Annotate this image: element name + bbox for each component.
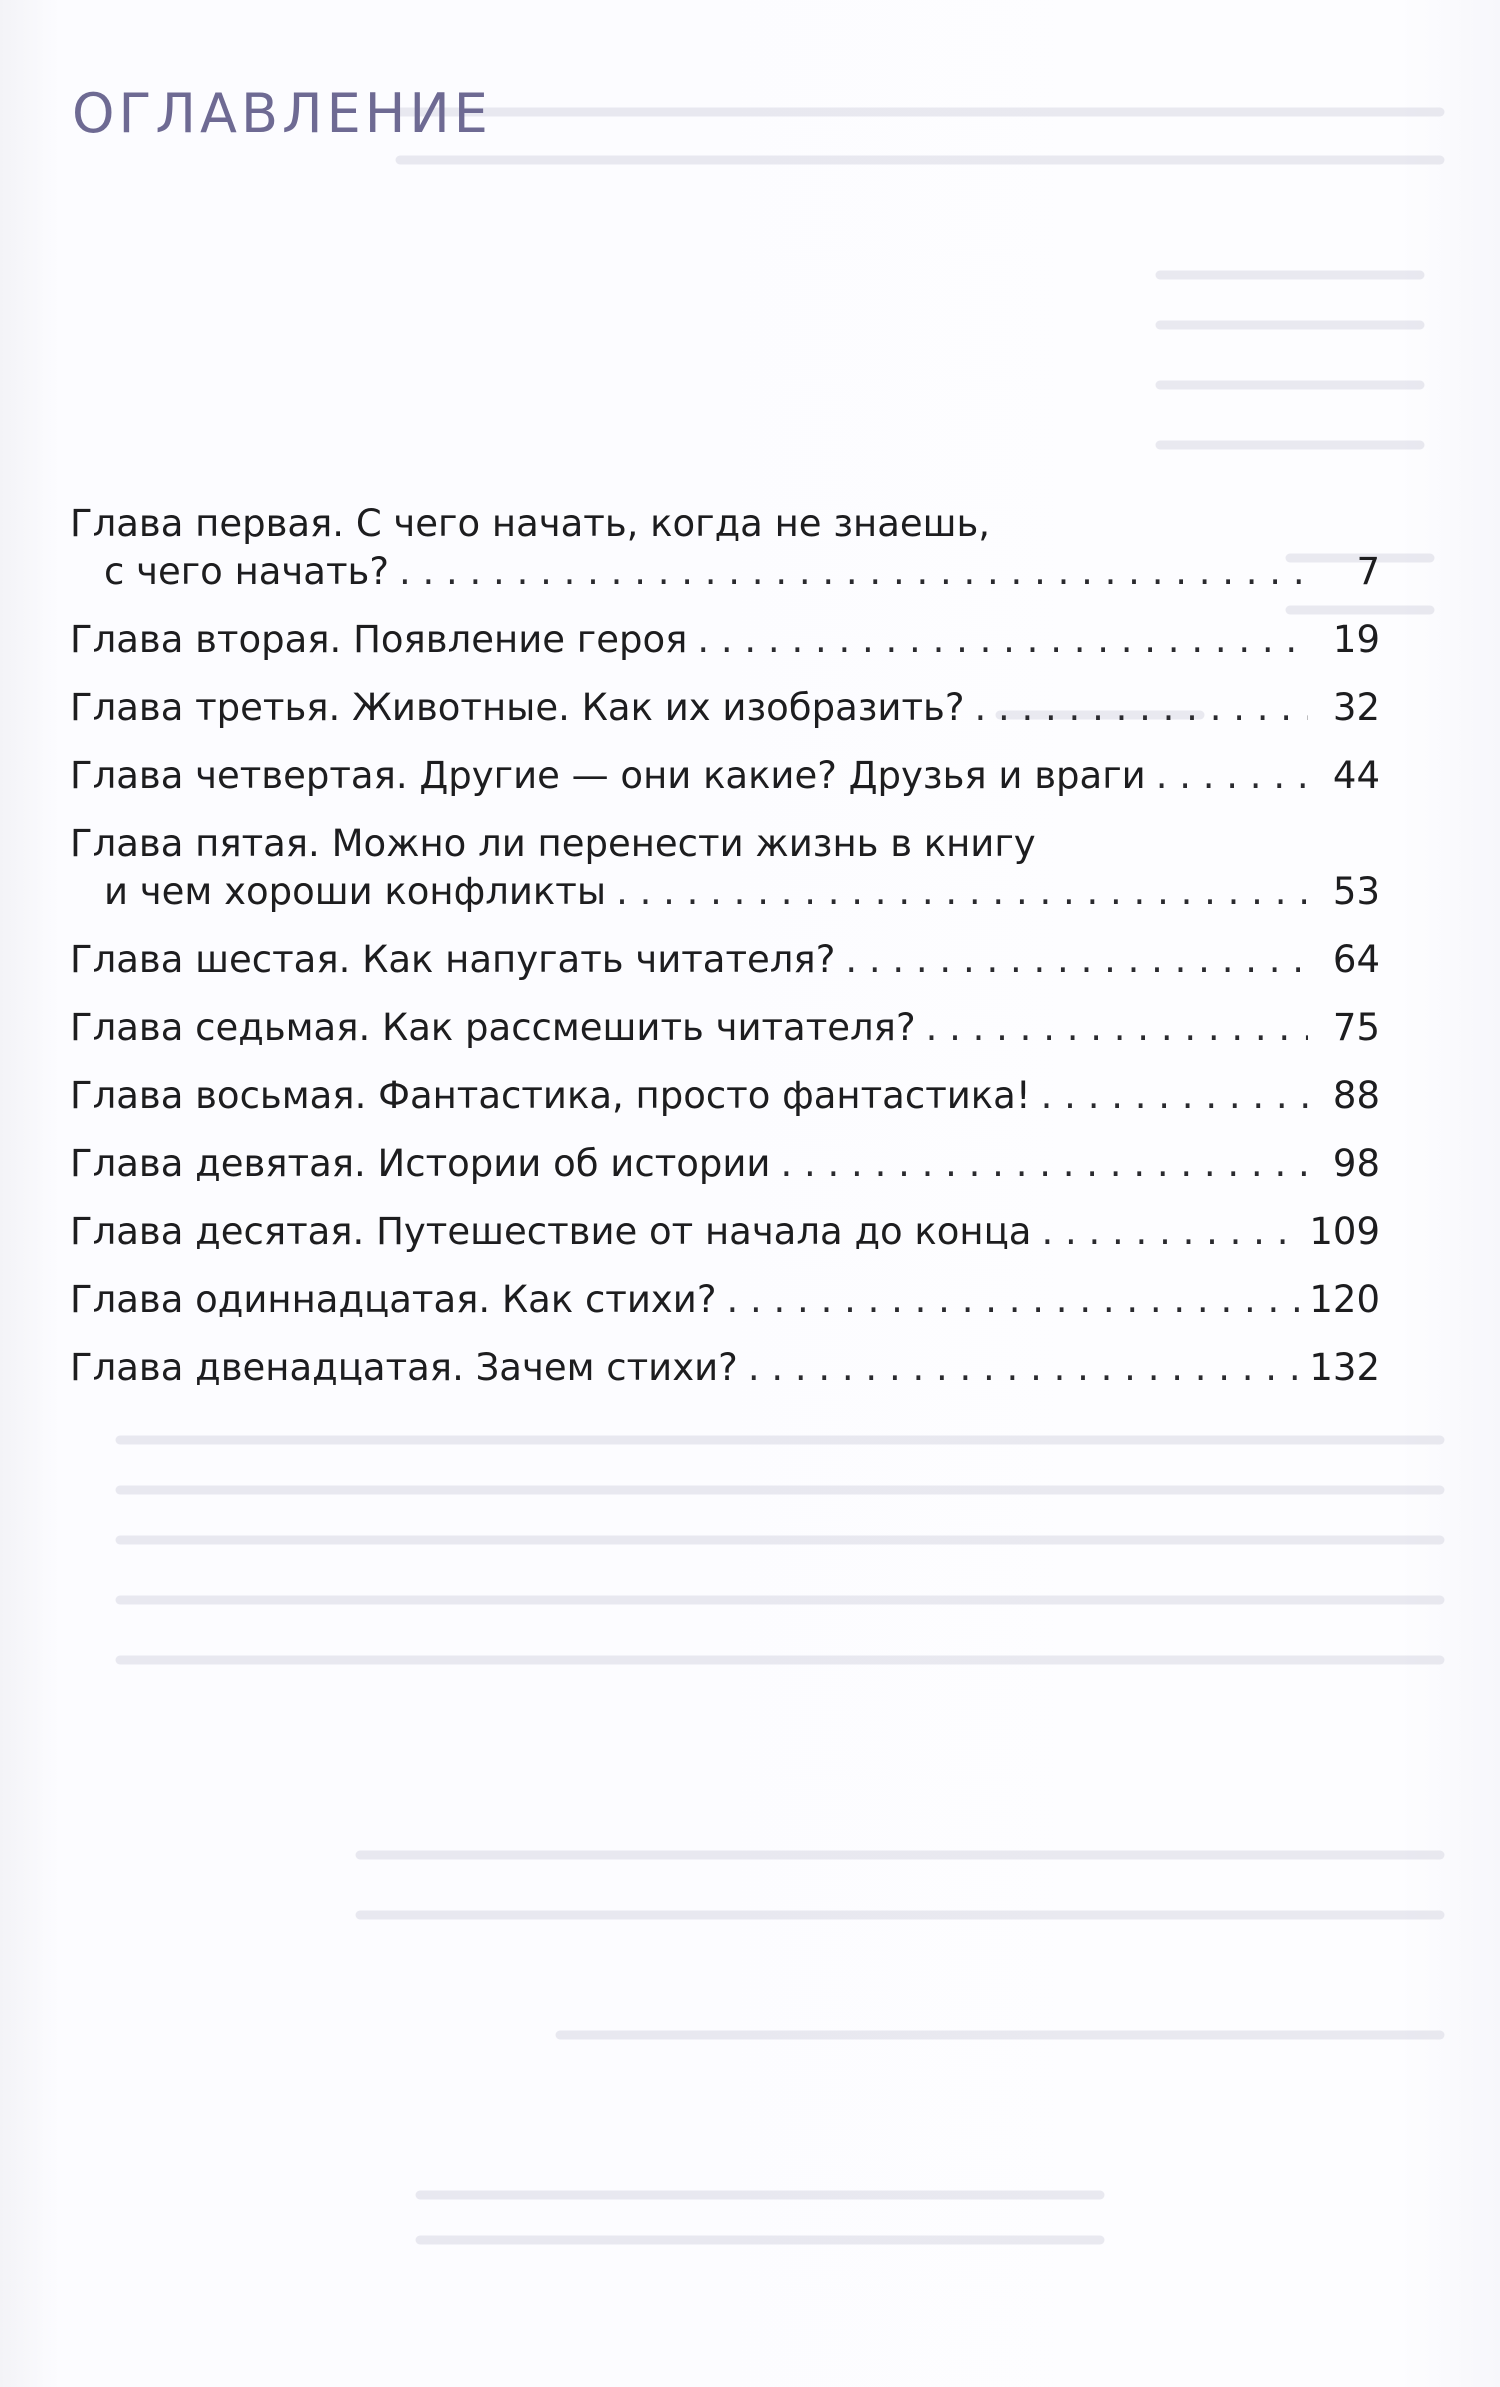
dot-leader (916, 1004, 1308, 1052)
toc-entry-title: Глава двенадцатая. Зачем стихи? (70, 1346, 738, 1389)
toc-entry-6[interactable] (70, 936, 1380, 984)
toc-entry-title-line: Глава первая. С чего начать, когда не знаешь, (70, 502, 991, 545)
toc-page-number: 109 (1309, 1210, 1380, 1253)
toc-entry-11[interactable] (70, 1276, 1380, 1324)
toc-entry-title: с чего начать? (104, 550, 389, 593)
toc-entry-title: и чем хороши конфликты (104, 870, 607, 913)
toc-entry-8[interactable] (70, 1072, 1380, 1120)
dot-leader (716, 1276, 1301, 1324)
toc-entry-title-line: Глава пятая. Можно ли перенести жизнь в книгу (70, 822, 1036, 865)
toc-entry-10[interactable] (70, 1208, 1380, 1256)
toc-entry-title: Глава вторая. Появление героя (70, 618, 688, 661)
toc-entry-1[interactable] (70, 500, 1380, 596)
toc-entry-title: Глава седьмая. Как рассмешить читателя? (70, 1006, 916, 1049)
toc-entry-9[interactable] (70, 1140, 1380, 1188)
toc-entry-2[interactable] (70, 616, 1380, 664)
toc-entry-5[interactable] (70, 820, 1380, 916)
toc-page-number: 19 (1332, 618, 1380, 661)
toc-entry-title: Глава четвертая. Другие — они какие? Друзья и враги (70, 754, 1146, 797)
toc-page-number: 132 (1309, 1346, 1380, 1389)
table-of-contents (70, 500, 1380, 1412)
toc-page-number: 32 (1332, 686, 1380, 729)
dot-leader (964, 684, 1308, 732)
toc-page-number: 64 (1332, 938, 1380, 981)
dot-leader (389, 548, 1308, 596)
dot-leader (738, 1344, 1302, 1392)
dot-leader (606, 868, 1308, 916)
page-title: ОГЛАВЛЕНИЕ (72, 82, 492, 145)
toc-entry-title: Глава восьмая. Фантастика, просто фантастика! (70, 1074, 1031, 1117)
toc-page-number: 44 (1332, 754, 1380, 797)
toc-entry-title: Глава третья. Животные. Как их изобразить? (70, 686, 965, 729)
toc-entry-3[interactable] (70, 684, 1380, 732)
dot-leader (687, 616, 1308, 664)
dot-leader (1031, 1208, 1301, 1256)
toc-page-number: 88 (1332, 1074, 1380, 1117)
toc-entry-12[interactable] (70, 1344, 1380, 1392)
dot-leader (835, 936, 1308, 984)
toc-entry-7[interactable] (70, 1004, 1380, 1052)
toc-page-number: 53 (1332, 870, 1380, 913)
toc-page-number: 98 (1332, 1142, 1380, 1185)
toc-entry-title: Глава одиннадцатая. Как стихи? (70, 1278, 717, 1321)
dot-leader (770, 1140, 1308, 1188)
dot-leader (1146, 752, 1308, 800)
dot-leader (1031, 1072, 1308, 1120)
toc-entry-title: Глава десятая. Путешествие от начала до конца (70, 1210, 1032, 1253)
toc-entry-4[interactable] (70, 752, 1380, 800)
toc-page-number: 120 (1309, 1278, 1380, 1321)
toc-page-number: 7 (1356, 550, 1380, 593)
toc-page-number: 75 (1332, 1006, 1380, 1049)
toc-entry-title: Глава шестая. Как напугать читателя? (70, 938, 836, 981)
toc-entry-title: Глава девятая. Истории об истории (70, 1142, 771, 1185)
